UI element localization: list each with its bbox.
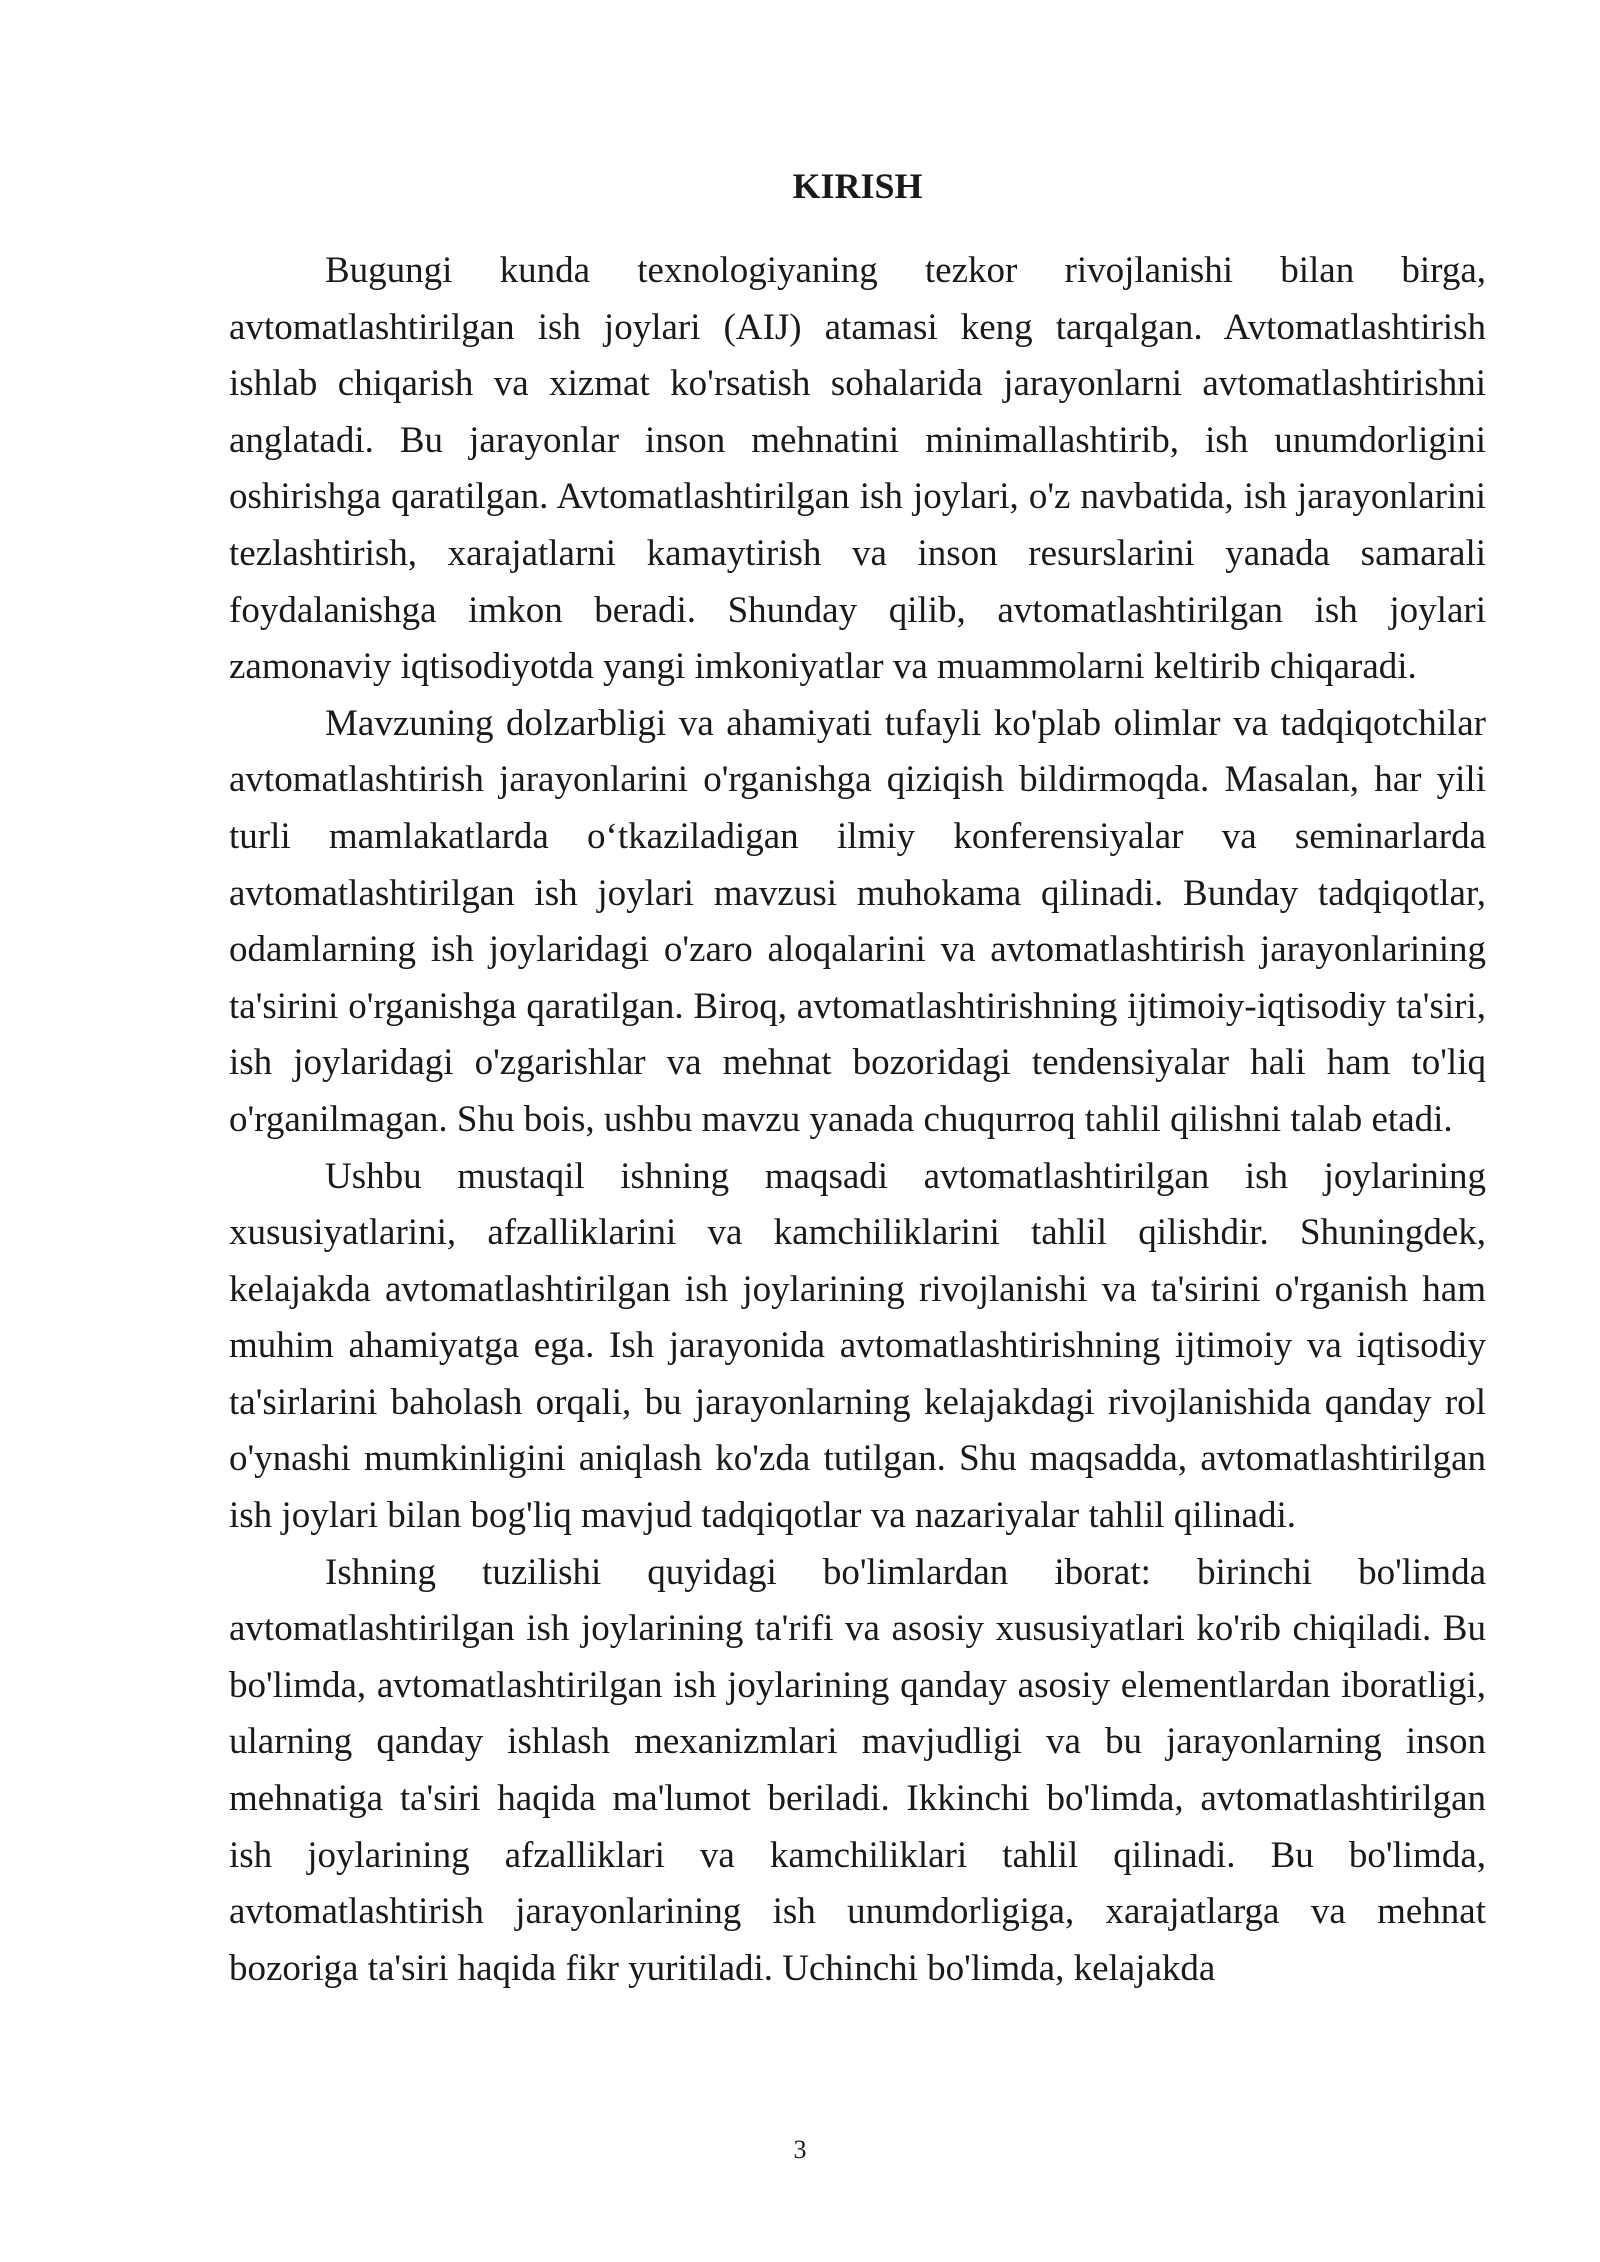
page-content: [229, 165, 1486, 1997]
paragraph-4: Ishning tuzilishi quyidagi bo'limlardan iborat: birinchi bo'limda avtomatlashtirilgan ish joylarining ta'rifi va asosiy xususiyatlari ko'rib chiqiladi. Bu bo'limda, avtomatlashtirilgan ish joylarining qanday asosiy elementlardan iboratligi, ularning qanday ishlash mexanizmlari mavjudligi va bu jarayonlarning inson mehnatiga ta'siri haqida ma'lumot beriladi. Ikkinchi bo'limda, avtomatlashtirilgan ish joylarining afzalliklari va kamchiliklari tahlil qilinadi. Bu bo'limda, avtomatlashtirish jarayonlarining ish unumdorligiga, xarajatlarga va mehnat bozoriga ta'siri haqida fikr yuritiladi. Uchinchi bo'limda, kelajakda: [229, 1551, 1486, 1989]
paragraph-1: Bugungi kunda texnologiyaning tezkor rivojlanishi bilan birga, avtomatlashtirilgan ish joylari (AIJ) atamasi keng tarqalgan. Avtomatlashtirish ishlab chiqarish va xizmat ko'rsatish sohalarida jarayonlarni avtomatlashtirishni anglatadi. Bu jarayonlar inson mehnatini minimallashtirib, ish unumdorligini oshirishga qaratilgan. Avtomatlashtirilgan ish joylari, o'z navbatida, ish jarayonlarini tezlashtirish, xarajatlarni kamaytirish va inson resurslarini yanada samarali foydalanishga imkon beradi. Shunday qilib, avtomatlashtirilgan ish joylari zamonaviy iqtisodiyotda yangi imkoniyatlar va muammolarni keltirib chiqaradi.: [229, 250, 1486, 688]
page-title: KIRISH: [792, 166, 923, 206]
paragraph-2: Mavzuning dolzarbligi va ahamiyati tufayli ko'plab olimlar va tadqiqotchilar avtomatlashtirish jarayonlarini o'rganishga qiziqish bildirmoqda. Masalan, har yili turli mamlakatlarda o‘tkaziladigan ilmiy konferensiyalar va seminarlarda avtomatlashtirilgan ish joylari mavzusi muhokama qilinadi. Bunday tadqiqotlar, odamlarning ish joylaridagi o'zaro aloqalarini va avtomatlashtirish jarayonlarining ta'sirini o'rganishga qaratilgan. Biroq, avtomatlashtirishning ijtimoiy-iqtisodiy ta'siri, ish joylaridagi o'zgarishlar va mehnat bozoridagi tendensiyalar hali ham to'liq o'rganilmagan. Shu bois, ushbu mavzu yanada chuqurroq tahlil qilishni talab etadi.: [229, 702, 1486, 1140]
paragraph-3: Ushbu mustaqil ishning maqsadi avtomatlashtirilgan ish joylarining xususiyatlarini, afzalliklarini va kamchiliklarini tahlil qilishdir. Shuningdek, kelajakda avtomatlashtirilgan ish joylarining rivojlanishi va ta'sirini o'rganish ham muhim ahamiyatga ega. Ish jarayonida avtomatlashtirishning ijtimoiy va iqtisodiy ta'sirlarini baholash orqali, bu jarayonlarning kelajakdagi rivojlanishida qanday rol o'ynashi mumkinligini aniqlash ko'zda tutilgan. Shu maqsadda, avtomatlashtirilgan ish joylari bilan bog'liq mavjud tadqiqotlar va nazariyalar tahlil qilinadi.: [229, 1155, 1486, 1537]
page-number: 3: [793, 2135, 807, 2164]
